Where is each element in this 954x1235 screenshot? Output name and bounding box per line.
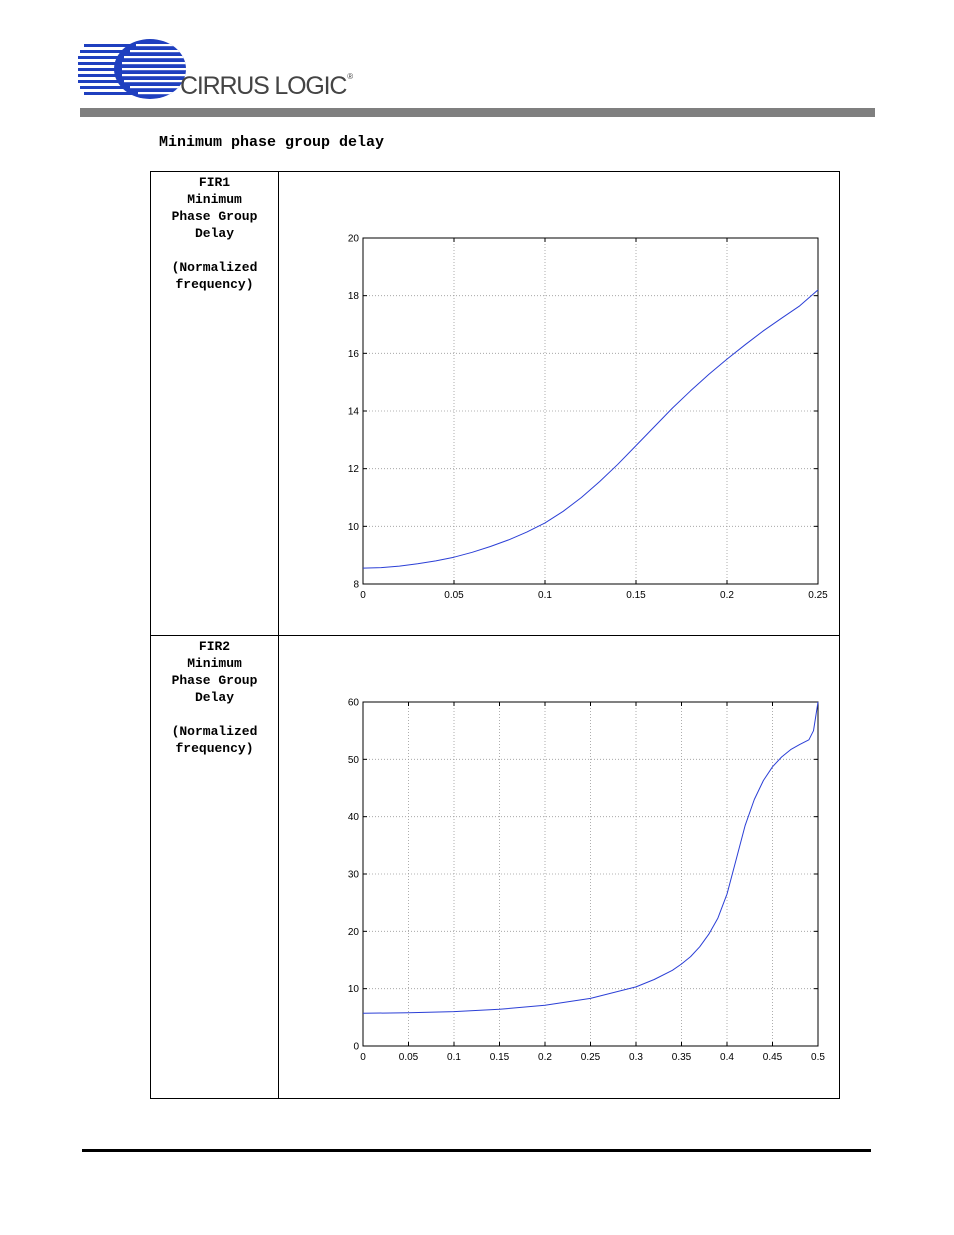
figure-table — [150, 171, 840, 1099]
y-tick-label: 10 — [347, 521, 359, 533]
x-tick-label: 0 — [360, 590, 366, 601]
y-tick-label: 50 — [347, 754, 359, 766]
y-tick-label: 20 — [347, 926, 359, 938]
label-line: frequency) — [175, 277, 254, 292]
x-tick-label: 0.05 — [444, 590, 464, 601]
header-rule — [80, 108, 875, 117]
x-tick-label: 0.15 — [489, 1052, 510, 1063]
y-tick-label: 40 — [347, 812, 359, 824]
x-tick-label: 0.15 — [626, 590, 646, 601]
x-tick-label: 0 — [360, 1052, 366, 1063]
label-line: Delay — [194, 690, 234, 705]
x-tick-label: 0.2 — [720, 590, 734, 601]
y-tick-label: 8 — [353, 579, 359, 591]
x-tick-label: 0.35 — [671, 1052, 692, 1063]
x-tick-label: 0.05 — [398, 1052, 419, 1063]
label-line: FIR1 — [198, 175, 231, 190]
row-label-cell — [151, 636, 279, 1099]
chart-cell — [279, 636, 840, 1099]
x-tick-label: 0.25 — [808, 590, 828, 601]
label-line — [151, 242, 278, 259]
y-tick-label: 16 — [347, 348, 359, 360]
y-tick-label: 20 — [347, 233, 359, 245]
row-label — [151, 636, 278, 757]
x-tick-label: 0.2 — [538, 1052, 552, 1063]
label-line: Phase Group — [171, 673, 258, 688]
row-label — [151, 172, 278, 293]
x-tick-label: 0.4 — [720, 1052, 734, 1063]
y-tick-label: 14 — [347, 406, 359, 418]
table-row — [151, 636, 840, 1099]
y-tick-label: 10 — [347, 984, 359, 996]
x-tick-label: 0.3 — [629, 1052, 643, 1063]
label-line: frequency) — [175, 741, 254, 756]
row-label-cell — [151, 172, 279, 636]
x-tick-label: 0.1 — [447, 1052, 461, 1063]
y-tick-label: 30 — [347, 869, 359, 881]
x-tick-label: 0.25 — [580, 1052, 601, 1063]
y-tick-label: 60 — [347, 697, 359, 709]
series-line — [363, 290, 818, 568]
label-line: (Normalized — [171, 260, 258, 275]
footer-rule — [82, 1149, 871, 1152]
logo-wordmark: CIRRUS LOGIC® — [180, 72, 352, 100]
section-title: Minimum phase group delay — [159, 134, 385, 151]
x-tick-label: 0.5 — [811, 1052, 825, 1063]
y-tick-label: 0 — [353, 1041, 359, 1053]
label-line: Minimum — [187, 656, 242, 671]
table-row — [151, 172, 840, 636]
label-line: FIR2 — [198, 639, 231, 654]
label-line: Minimum — [187, 192, 242, 207]
x-tick-label: 0.45 — [762, 1052, 783, 1063]
fir2-group-delay-chart — [279, 636, 839, 1093]
label-line: Delay — [194, 226, 234, 241]
label-line: Phase Group — [171, 209, 258, 224]
fir1-group-delay-chart — [279, 172, 839, 630]
label-line: (Normalized — [171, 724, 258, 739]
y-tick-label: 18 — [347, 291, 359, 303]
chart-cell — [279, 172, 840, 636]
y-tick-label: 12 — [347, 464, 359, 476]
label-line — [151, 706, 278, 723]
x-tick-label: 0.1 — [538, 590, 552, 601]
plot-frame — [363, 238, 818, 584]
